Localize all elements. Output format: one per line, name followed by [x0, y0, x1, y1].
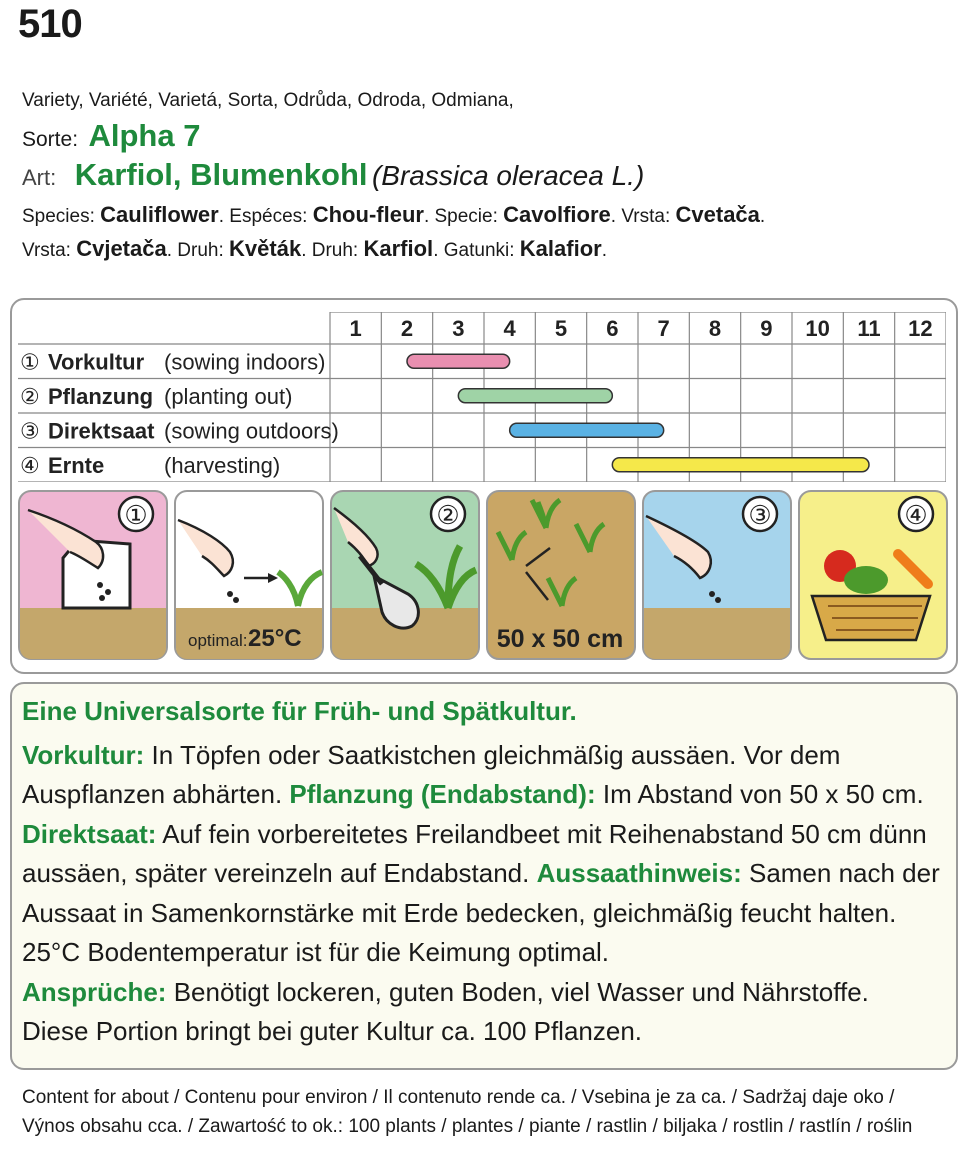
month-label: 10: [805, 316, 830, 341]
row-symbol: ③: [20, 418, 40, 444]
month-label: 9: [760, 316, 773, 341]
month-label: 4: [503, 316, 516, 341]
row-note: (sowing outdoors): [164, 418, 339, 444]
calendar-bar: [458, 389, 612, 403]
caption-label: optimal:: [188, 631, 248, 650]
description-headline: Eine Universalsorte für Früh- und Spätkultur.: [22, 696, 577, 726]
month-label: 7: [657, 316, 670, 341]
step-badge-label: ①: [124, 500, 148, 530]
species-label: Gatunki:: [443, 240, 515, 261]
section-text: Benötigt lockeren, guten Boden, viel Wasser und Nährstoffe. Diese Portion bringt bei guter Kultur ca. 100 Pflanzen.: [22, 976, 869, 1046]
month-label: 6: [606, 316, 619, 341]
description-paragraph: [22, 815, 942, 973]
section-text: In Töpfen oder Saatkistchen gleichmäßig aussäen. Vor dem Auspflanzen abhärten.: [22, 739, 841, 809]
month-label: 3: [452, 316, 465, 341]
pictogram-harvesting: [799, 491, 947, 659]
row-symbol: ④: [20, 452, 40, 478]
pictogram-sowing-outdoors: [643, 491, 791, 659]
calendar-bar: [510, 423, 664, 437]
calendar-bar: [612, 458, 869, 472]
section-label: Pflanzung (Endabstand):: [289, 779, 596, 809]
footer-line: Výnos obsahu cca. / Zawartość to ok.: 100 plants / plantes / piante / rastlin / biljaka / rostlin / rastlín / roślin: [22, 1116, 913, 1137]
species-value: Karfiol: [363, 236, 434, 261]
row-symbol: ②: [20, 383, 40, 409]
pictogram-planting-out: [331, 491, 479, 659]
species-label: Espéces:: [229, 206, 308, 227]
sowing-calendar: [18, 312, 946, 482]
packet-number: 510: [18, 2, 82, 46]
art-value: Karfiol, Blumenkohl: [74, 157, 368, 192]
step-badge-label: ③: [748, 500, 772, 530]
description-paragraph: [22, 736, 942, 815]
section-text: Auf fein vorbereitetes Freilandbeet mit Reihenabstand 50 cm dünn aussäen, später vereinzeln auf Endabstand.: [22, 818, 927, 888]
variety-line: Variety, Variété, Varietá, Sorta, Odrůda, Odroda, Odmiana,: [22, 90, 514, 111]
pictogram-strip: [18, 490, 948, 662]
species-value: Kalafior: [519, 236, 602, 261]
species-line-1: Species: Cauliflower. Espéces: Chou-fleur. Specie: Cavolfiore. Vrsta: Cvetača.: [22, 202, 766, 227]
month-label: 12: [908, 316, 933, 341]
month-label: 11: [857, 316, 881, 341]
art-line: [22, 157, 644, 193]
section-label: Aussaathinweis:: [536, 858, 742, 888]
month-label: 2: [400, 316, 414, 341]
caption-value: 50 x 50 cm: [496, 625, 624, 653]
pictogram-germination: [175, 491, 323, 659]
species-label: Druh:: [311, 240, 359, 261]
section-text: Im Abstand von 50 x 50 cm.: [595, 779, 924, 809]
description-paragraph: [22, 973, 942, 1052]
month-label: 8: [708, 316, 722, 341]
row-name: Ernte: [48, 452, 105, 478]
sorte-label: Sorte:: [22, 128, 79, 151]
species-value: Květák: [229, 236, 302, 261]
section-text: Samen nach der Aussaat in Samenkornstärke mit Erde bedecken, gleichmäßig feucht halten. 25°C Bodentemperatur ist für die Keimung optimal.: [22, 858, 940, 967]
row-name: Direktsaat: [48, 418, 155, 444]
section-label: Ansprüche:: [22, 976, 167, 1007]
pictogram-sowing-indoors: [19, 491, 167, 659]
section-label: Direktsaat:: [22, 818, 157, 849]
cucumber-icon: [844, 566, 888, 594]
section-label: Vorkultur:: [22, 739, 145, 770]
species-value: Chou-fleur: [312, 202, 424, 227]
art-label: Art:: [22, 165, 57, 190]
portion-footer: [22, 1083, 912, 1141]
species-value: Cvjetača: [76, 236, 167, 261]
row-note: (planting out): [164, 383, 293, 409]
species-label: Species:: [22, 206, 95, 227]
step-badge-label: ②: [436, 500, 460, 530]
species-value: Cauliflower: [100, 202, 219, 227]
month-label: 1: [349, 316, 362, 341]
row-name: Pflanzung: [48, 383, 154, 409]
pictogram-spacing: [487, 491, 635, 659]
month-label: 5: [554, 316, 568, 341]
row-symbol: ①: [20, 349, 40, 375]
species-label: Specie:: [434, 206, 498, 227]
caption-value: 25°C: [248, 625, 302, 652]
step-badge-label: ④: [904, 500, 928, 530]
row-note: (harvesting): [164, 452, 281, 478]
footer-line: Content for about / Contenu pour environ / Il contenuto rende ca. / Vsebina je za ca. / Sadržaj daje oko /: [22, 1087, 895, 1108]
art-latin: (Brassica oleracea L.): [371, 160, 645, 191]
row-name: Vorkultur: [48, 349, 145, 375]
species-label: Vrsta:: [22, 240, 71, 261]
species-value: Cavolfiore: [503, 202, 611, 227]
species-label: Vrsta:: [621, 206, 671, 227]
species-label: Druh:: [177, 240, 224, 261]
description-text: [22, 692, 942, 1052]
species-value: Cvetača: [675, 202, 760, 227]
row-note: (sowing indoors): [164, 349, 326, 375]
sorte-line: [22, 118, 200, 154]
calendar-bar: [407, 354, 510, 368]
species-line-2: Vrsta: Cvjetača. Druh: Květák. Druh: Karfiol. Gatunki: Kalafior.: [22, 236, 607, 261]
sorte-value: Alpha 7: [88, 118, 201, 153]
